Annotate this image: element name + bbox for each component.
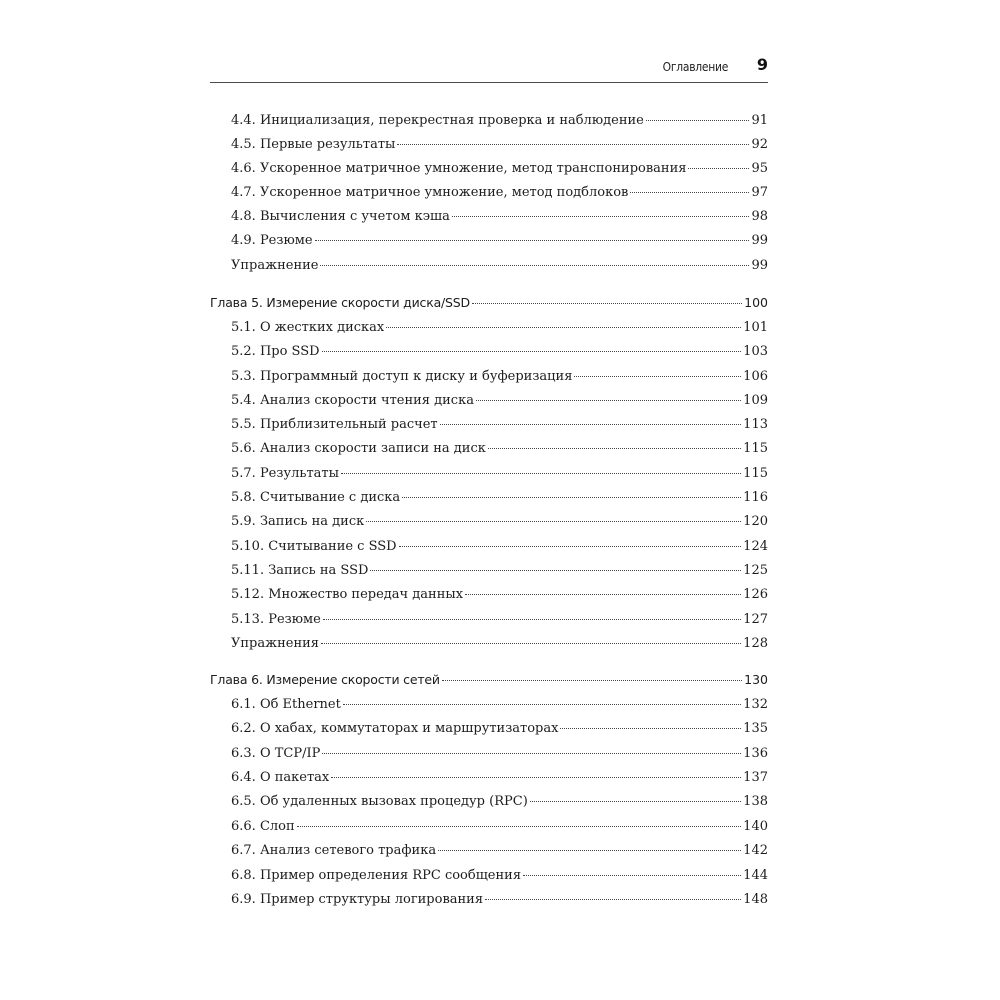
toc-entry-title: 4.4. Инициализация, перекрестная проверка и наблюдение [231,113,644,128]
dot-leader [452,215,750,217]
toc-entry-page: 100 [744,295,768,310]
toc-entry-title: 6.9. Пример структуры логирования [231,892,484,907]
toc-entry [210,417,768,439]
toc-entry [210,721,768,743]
toc-entry-page: 136 [743,746,768,761]
dot-leader [574,375,741,377]
dot-leader [402,496,741,498]
toc-entry [210,320,768,342]
toc-entry-page: 101 [743,320,768,335]
toc-entry [210,563,768,585]
toc-entry-title: 6.6. Слоп [231,819,295,834]
toc-entry-page: 106 [743,369,768,384]
toc-entry [210,746,768,768]
toc-entry-page: 148 [743,892,768,907]
dot-leader [322,752,741,754]
toc-entry-page: 97 [751,185,768,200]
toc-entry-page: 115 [743,466,768,481]
dot-leader [341,472,741,474]
toc-entry-title: 5.5. Приблизительный расчет [231,417,438,432]
toc-entry-title: 5.10. Считывание с SSD [231,539,397,554]
toc-entry-page: 130 [744,672,768,687]
dot-leader [523,874,741,876]
dot-leader [399,545,742,547]
toc-entry-page: 109 [743,393,768,408]
toc-entry-page: 120 [743,514,768,529]
toc-entry-page: 144 [743,868,768,883]
toc-entry-page: 125 [743,563,768,578]
dot-leader [476,399,741,401]
toc-entry-title: 6.7. Анализ сетевого трафика [231,843,437,858]
toc-entry [210,137,768,159]
toc-chapter-entry [210,295,768,317]
dot-leader [646,119,750,121]
toc-entry-title: 6.5. Об удаленных вызовах процедур (RPC) [231,794,528,809]
toc-entry-title: 5.8. Считывание с диска [231,490,401,505]
toc-entry [210,794,768,816]
toc-entry [210,770,768,792]
dot-leader [322,350,742,352]
running-header [210,56,768,83]
toc-entry [210,344,768,366]
toc-entry-title: 4.6. Ускоренное матричное умножение, метод транспонирования [231,161,687,176]
toc-entry [210,892,768,914]
toc-entry-title: 4.9. Резюме [231,233,313,248]
toc-entry-title: Упражнение [231,258,319,273]
toc-entry-page: 128 [743,636,768,651]
toc-entry-title: 5.12. Множество передач данных [231,587,464,602]
dot-leader [488,447,741,449]
dot-leader [630,191,749,193]
dot-leader [297,825,742,827]
toc-entry-page: 99 [751,258,768,273]
toc-entry [210,161,768,183]
toc-entry [210,441,768,463]
toc-entry-title: 5.1. О жестких дисках [231,320,385,335]
toc-entry-title: 5.3. Программный доступ к диску и буферизация [231,369,573,384]
toc-entry-page: 135 [743,721,768,736]
toc-entry [210,697,768,719]
dot-leader [688,167,749,169]
toc-entry-page: 126 [743,587,768,602]
toc-entry-title: 5.11. Запись на SSD [231,563,369,578]
toc-entry [210,819,768,841]
toc-entry-title: 6.8. Пример определения RPC сообщения [231,868,522,883]
dot-leader [485,898,741,900]
toc-chapter-title: Глава 5. Измерение скорости диска/SSD [210,295,470,310]
toc-entry-page: 132 [743,697,768,712]
dot-leader [323,618,741,620]
toc-entry [210,393,768,415]
toc-entry [210,369,768,391]
toc-entry [210,113,768,135]
dot-leader [530,800,741,802]
toc-entry [210,843,768,865]
toc-entry-title: 6.4. О пакетах [231,770,330,785]
dot-leader [438,849,741,851]
toc-entry-page: 138 [743,794,768,809]
toc-entry-title: 4.7. Ускоренное матричное умножение, метод подблоков [231,185,629,200]
toc-entry [210,514,768,536]
toc-entry-page: 124 [743,539,768,554]
toc-entry-title: Упражнения [231,636,319,651]
toc-entry-page: 142 [743,843,768,858]
toc-entry [210,539,768,561]
toc-entry-page: 92 [751,137,768,152]
toc-entry-title: 5.7. Результаты [231,466,339,481]
toc-entry [210,258,768,280]
toc-entry [210,185,768,207]
header-page-number: 9 [756,55,768,74]
toc-entry [210,490,768,512]
toc-entry-page: 103 [743,344,768,359]
toc-entry-title: 6.1. Об Ethernet [231,697,341,712]
dot-leader [320,264,749,266]
toc-entry [210,209,768,231]
dot-leader [442,679,742,681]
toc-entry-page: 113 [743,417,768,432]
toc-entry [210,587,768,609]
toc-entry-page: 98 [751,209,768,224]
toc-entry-page: 116 [743,490,768,505]
dot-leader [397,143,749,145]
toc-entry-title: 4.5. Первые результаты [231,137,396,152]
dot-leader [370,569,741,571]
dot-leader [386,326,741,328]
toc-entry [210,612,768,634]
toc-entry-title: 5.13. Резюме [231,612,321,627]
toc-entry-page: 95 [751,161,768,176]
toc-entry-page: 137 [743,770,768,785]
toc-entry-title: 5.6. Анализ скорости записи на диск [231,441,486,456]
toc-entry [210,466,768,488]
toc-entry [210,868,768,890]
toc-entry-title: 6.2. О хабах, коммутаторах и маршрутизаторах [231,721,559,736]
dot-leader [315,239,750,241]
toc-entry-title: 6.3. О TCP/IP [231,746,321,761]
toc-entry-page: 140 [743,819,768,834]
toc-entry [210,233,768,255]
dot-leader [440,423,742,425]
toc-chapter-entry [210,672,768,694]
toc-chapter-title: Глава 6. Измерение скорости сетей [210,672,440,687]
toc-entry-title: 5.4. Анализ скорости чтения диска [231,393,474,408]
toc-entry-page: 115 [743,441,768,456]
header-title: Оглавление [662,59,728,74]
toc-entry-page: 127 [743,612,768,627]
toc-entry-page: 91 [751,113,768,128]
toc-entry-title: 5.9. Запись на диск [231,514,365,529]
dot-leader [560,727,741,729]
dot-leader [343,703,741,705]
dot-leader [331,776,741,778]
dot-leader [366,520,741,522]
toc-entry [210,636,768,658]
toc-entry-page: 99 [751,233,768,248]
dot-leader [472,302,742,304]
dot-leader [321,642,741,644]
toc-entry-title: 5.2. Про SSD [231,344,320,359]
dot-leader [465,593,741,595]
toc-entry-title: 4.8. Вычисления с учетом кэша [231,209,450,224]
